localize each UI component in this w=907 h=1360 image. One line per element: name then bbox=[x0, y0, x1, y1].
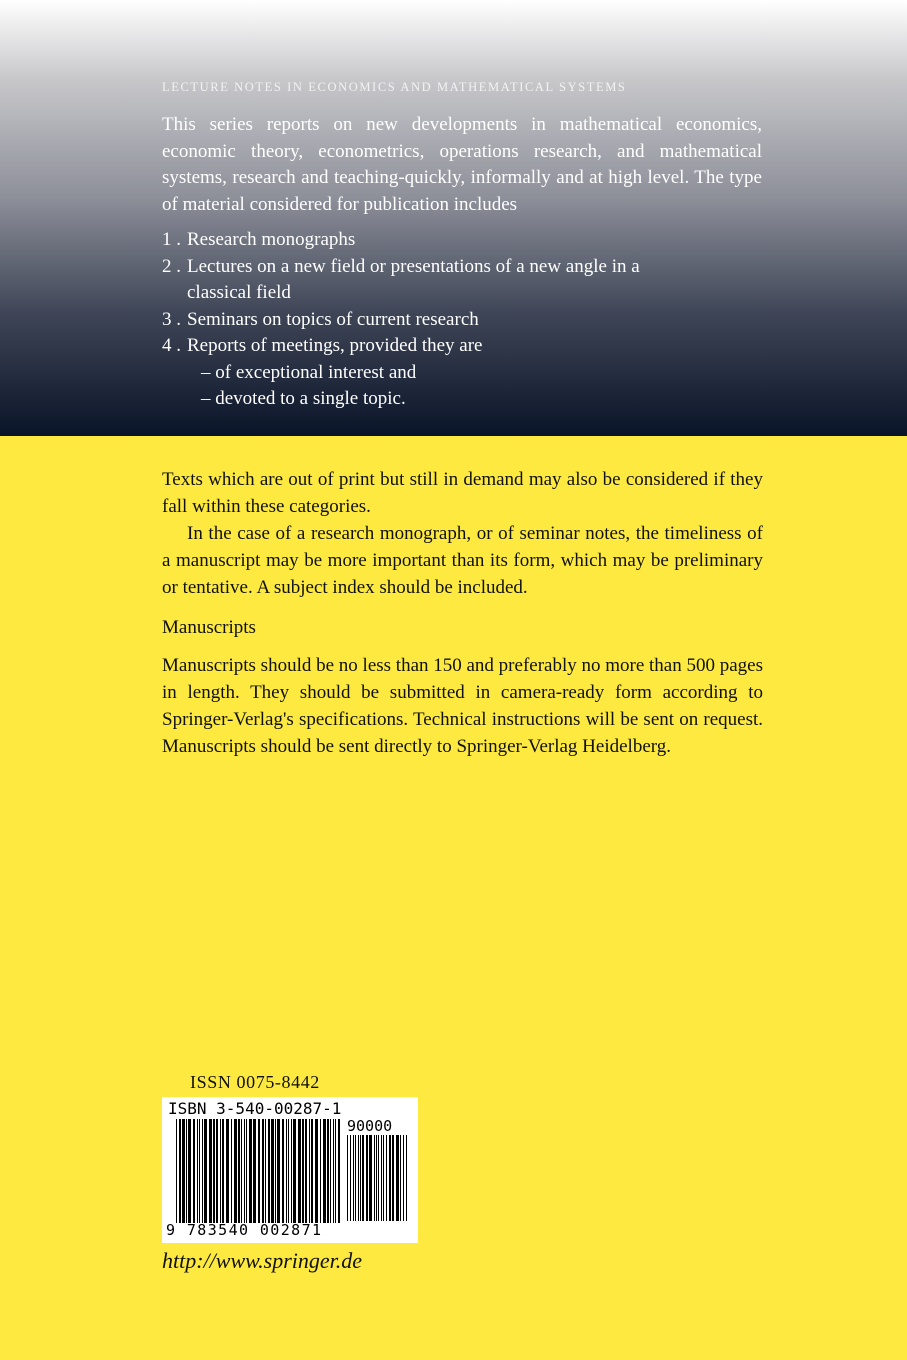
isbn-label: ISBN 3-540-00287-1 bbox=[168, 1099, 342, 1118]
barcode-bar bbox=[249, 1119, 252, 1223]
paragraph-out-of-print: Texts which are out of print but still in demand may also be considered if they fall within these categories. bbox=[162, 469, 763, 517]
barcode-bar bbox=[234, 1119, 237, 1223]
website-link[interactable]: http://www.springer.de bbox=[162, 1248, 363, 1273]
isbn-barcode bbox=[162, 1097, 418, 1243]
barcode-bar bbox=[241, 1119, 242, 1223]
barcode-bar bbox=[327, 1119, 329, 1223]
top-gradient-panel bbox=[0, 0, 907, 436]
barcode-bar bbox=[182, 1119, 185, 1223]
list-item-text: Seminars on topics of current research bbox=[187, 308, 479, 330]
barcode-bar bbox=[231, 1119, 232, 1223]
barcode-bar bbox=[302, 1119, 304, 1223]
barcode-addon-label: 90000 bbox=[347, 1117, 393, 1135]
barcode-bar bbox=[275, 1119, 276, 1223]
paragraph-timeliness: In the case of a research monograph, or of seminar notes, the timeliness of a manuscript may be more important than its form, which may be preliminary or tentative. A subject index should be included. bbox=[162, 523, 763, 598]
list-item-text: Reports of meetings, provided they are bbox=[187, 335, 483, 356]
list-item bbox=[162, 333, 687, 413]
barcode-bar bbox=[330, 1119, 331, 1223]
barcode-bar bbox=[406, 1135, 407, 1221]
barcode-bar bbox=[258, 1119, 260, 1223]
barcode-bar bbox=[202, 1119, 203, 1223]
barcode-bar bbox=[333, 1119, 334, 1223]
barcode-bar bbox=[265, 1119, 266, 1223]
barcode-bar bbox=[226, 1119, 229, 1223]
barcode-bar bbox=[366, 1135, 368, 1221]
barcode-bar bbox=[305, 1119, 307, 1223]
barcode-bar bbox=[355, 1135, 356, 1221]
manuscripts-heading: Manuscripts bbox=[162, 617, 256, 638]
barcode-bar bbox=[369, 1135, 372, 1221]
barcode-bar bbox=[268, 1119, 270, 1223]
barcode-bar bbox=[186, 1119, 187, 1223]
barcode-bar bbox=[323, 1119, 326, 1223]
barcode-bar bbox=[309, 1119, 310, 1223]
list-item bbox=[162, 254, 687, 307]
barcode-bar bbox=[374, 1135, 375, 1221]
barcode-bar bbox=[378, 1135, 379, 1221]
list-item-text: Research monographs bbox=[187, 229, 356, 250]
barcode-bar bbox=[392, 1135, 394, 1221]
barcode-bar bbox=[315, 1119, 318, 1223]
barcode-bar bbox=[204, 1119, 207, 1223]
series-title: LECTURE NOTES IN ECONOMICS AND MATHEMATICAL SYSTEMS bbox=[162, 80, 627, 94]
barcode-bar bbox=[396, 1135, 399, 1221]
barcode-bar bbox=[381, 1135, 382, 1221]
barcode-bar bbox=[271, 1119, 274, 1223]
barcode-bar bbox=[389, 1135, 391, 1221]
barcode-bar bbox=[244, 1119, 245, 1223]
barcode-bar bbox=[360, 1135, 361, 1221]
list-item bbox=[162, 307, 687, 334]
barcode-bar bbox=[288, 1119, 289, 1223]
barcode-bar bbox=[338, 1119, 340, 1223]
list-number: 1 . bbox=[162, 229, 181, 250]
barcode-bar bbox=[222, 1119, 224, 1223]
barcode-bar bbox=[358, 1135, 359, 1221]
barcode-bar bbox=[286, 1119, 287, 1223]
barcode-bar bbox=[298, 1119, 301, 1223]
barcode-bar bbox=[197, 1119, 198, 1223]
barcode-bar bbox=[193, 1119, 195, 1223]
barcode-bar bbox=[376, 1135, 377, 1221]
barcode-bar bbox=[199, 1119, 200, 1223]
barcode-bar bbox=[335, 1119, 336, 1223]
material-list bbox=[162, 227, 687, 413]
barcode-bar bbox=[403, 1135, 404, 1221]
barcode-bar bbox=[291, 1119, 292, 1223]
barcode-bar bbox=[353, 1135, 354, 1221]
barcode-bar bbox=[209, 1119, 212, 1223]
list-number: 3 . bbox=[162, 308, 181, 330]
list-item bbox=[162, 227, 687, 254]
list-subitem: – of exceptional interest and bbox=[201, 361, 417, 383]
list-subitem: – devoted to a single topic. bbox=[201, 388, 406, 409]
barcode-bar bbox=[176, 1119, 177, 1223]
barcode-bar bbox=[262, 1119, 264, 1223]
list-item-text: Lectures on a new field or presentations of a new angle in a classical field bbox=[187, 255, 640, 303]
paragraph-manuscripts: Manuscripts should be no less than 150 and preferably no more than 500 pages in length. They should be submitted in camera-ready form according to Springer-Verlag's specifications. Technical instructions will be sent on request. Manuscripts should be sent directly to Springer-Verlag Heidelberg. bbox=[162, 655, 764, 757]
barcode-bar bbox=[350, 1135, 351, 1221]
barcode-bar bbox=[220, 1119, 221, 1223]
barcode-bar bbox=[238, 1119, 240, 1223]
barcode-bar bbox=[253, 1119, 256, 1223]
barcode-bar bbox=[311, 1119, 313, 1223]
barcode-addon-bars bbox=[347, 1135, 409, 1221]
issn-label: ISSN 0075-8442 bbox=[190, 1072, 320, 1092]
barcode-bar bbox=[188, 1119, 191, 1223]
barcode-bar bbox=[246, 1119, 247, 1223]
ean-number: 9 783540 002871 bbox=[166, 1221, 323, 1239]
barcode-bar bbox=[320, 1119, 321, 1223]
series-intro: This series reports on new developments in mathematical economics, economic theory, econometrics, operations research, and mathematical systems, research and teaching-quickly, informally and at high level. The type of material considered for publication includes bbox=[162, 114, 762, 215]
barcode-bar bbox=[400, 1135, 401, 1221]
barcode-bar bbox=[277, 1119, 280, 1223]
barcode-bar bbox=[282, 1119, 284, 1223]
barcode-bar bbox=[216, 1119, 218, 1223]
list-number: 2 . bbox=[162, 255, 181, 277]
barcode-bar bbox=[293, 1119, 296, 1223]
barcode-bar bbox=[179, 1119, 181, 1223]
list-number: 4 . bbox=[162, 335, 181, 356]
barcode-bar bbox=[347, 1135, 348, 1221]
barcode-bar bbox=[213, 1119, 215, 1223]
barcode-bar bbox=[386, 1135, 387, 1221]
barcode-bars bbox=[176, 1119, 340, 1223]
barcode-bar bbox=[383, 1135, 384, 1221]
barcode-bar bbox=[362, 1135, 364, 1221]
